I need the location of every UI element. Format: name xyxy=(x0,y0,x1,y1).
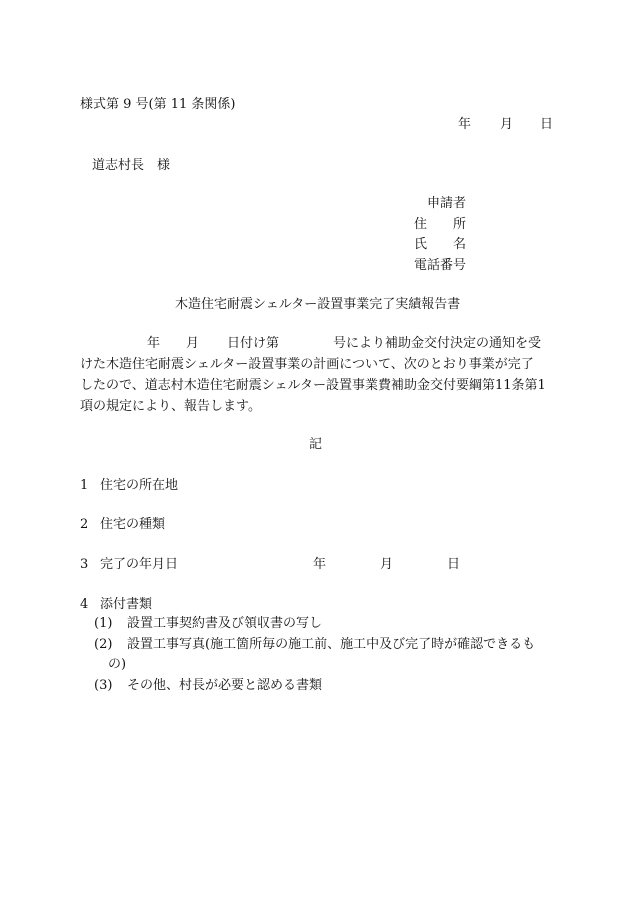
item-number: 4 xyxy=(80,597,89,612)
sub-item-number: (2) xyxy=(94,637,113,652)
body-line4: 項の規定により、報告します。 xyxy=(80,399,261,414)
body-line3: したので、道志村木造住宅耐震シェルター設置事業費補助金交付要綱第11条第1 xyxy=(80,378,546,393)
item-number: 3 xyxy=(80,557,89,572)
body-dated-label: 日付け第 xyxy=(227,336,280,351)
completion-year-label: 年 xyxy=(313,557,327,572)
body-month-label: 月 xyxy=(186,336,200,351)
body-line2: けた木造住宅耐震シェルター設置事業の計画について、次のとおり事業が完了 xyxy=(80,357,534,372)
item-label: 住宅の種類 xyxy=(100,517,166,532)
applicant-name-label: 氏 名 xyxy=(414,237,467,252)
date-year-label: 年 xyxy=(458,117,472,132)
item-number: 2 xyxy=(80,517,89,532)
sub-item-continuation: の) xyxy=(108,657,127,672)
sub-item-text: 設置工事写真(施工箇所毎の施工前、施工中及び完了時が確認できるも xyxy=(127,637,536,652)
item-label: 住宅の所在地 xyxy=(100,478,179,493)
sub-item-number: (1) xyxy=(94,616,113,631)
body-line1-rest: 号により補助金交付決定の通知を受 xyxy=(333,336,542,351)
date-day-label: 日 xyxy=(540,117,554,132)
date-month-label: 月 xyxy=(500,117,514,132)
applicant-heading: 申請者 xyxy=(427,196,467,211)
completion-day-label: 日 xyxy=(447,557,461,572)
sub-item-text: 設置工事契約書及び領収書の写し xyxy=(127,616,323,631)
sub-item-number: (3) xyxy=(94,678,113,693)
item-number: 1 xyxy=(80,478,89,493)
applicant-address-label: 住 所 xyxy=(414,217,467,232)
form-number: 様式第 9 号(第 11 条関係) xyxy=(80,97,236,112)
ki-heading: 記 xyxy=(309,437,323,452)
item-label: 添付書類 xyxy=(100,597,153,612)
sub-item-text: その他、村長が必要と認める書類 xyxy=(127,678,323,693)
completion-month-label: 月 xyxy=(380,557,394,572)
addressee: 道志村長 様 xyxy=(92,158,171,173)
item-label: 完了の年月日 xyxy=(100,557,179,572)
body-year-label: 年 xyxy=(147,336,161,351)
applicant-phone-label: 電話番号 xyxy=(414,258,467,273)
document-title: 木造住宅耐震シェルター設置事業完了実績報告書 xyxy=(175,297,461,312)
